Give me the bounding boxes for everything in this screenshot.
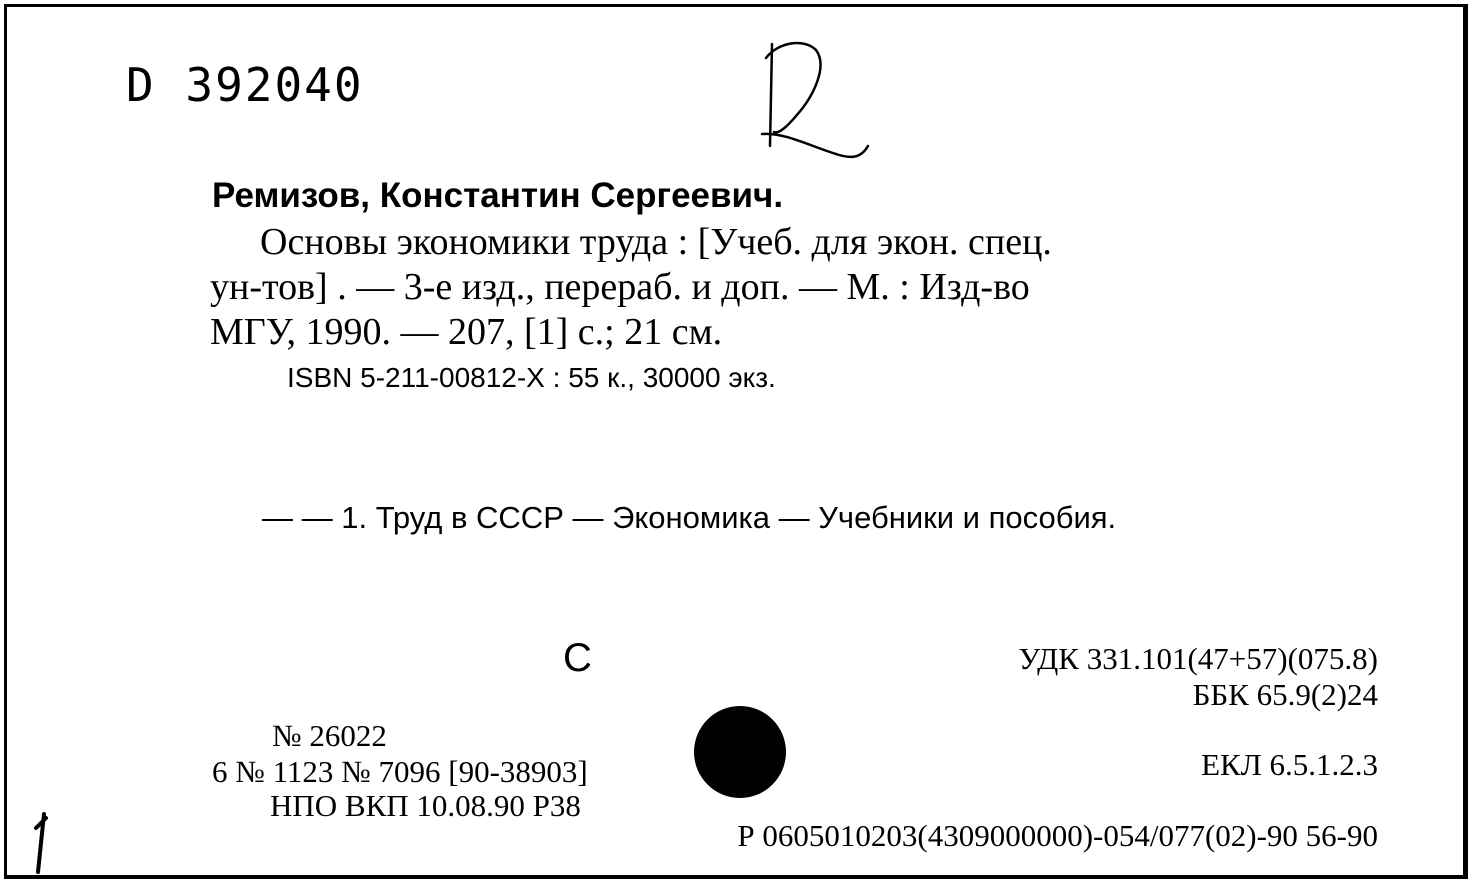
npo-line: НПО ВКП 10.08.90 Р38 [270,788,581,823]
description-line: ун-тов] . — 3-е изд., перераб. и доп. — М. : Изд-во [210,266,1030,308]
inventory-number: D 392040 [126,58,364,112]
description-line: МГУ, 1990. — 207, [1] с.; 21 см. [210,311,723,353]
subject-headings: — — 1. Труд в СССР — Экономика — Учебники и пособия. [262,500,1117,535]
publication-code: Р 0605010203(4309000000)-054/077(02)-90 56-90 [737,818,1378,853]
ekl-classification: ЕКЛ 6.5.1.2.3 [1201,747,1378,782]
isbn-line: ISBN 5-211-00812-X : 55 к., 30000 экз. [287,362,776,393]
bbk-classification: ББК 65.9(2)24 [1192,677,1378,712]
card-number: № 26022 [272,718,387,753]
handwritten-mark-icon [30,810,54,880]
udk-classification: УДК 331.101(47+57)(075.8) [1018,641,1378,676]
order-line: 6 № 1123 № 7096 [90-38903] [212,754,588,789]
c-mark: С [563,636,592,680]
author-heading: Ремизов, Константин Сергеевич. [212,176,784,215]
description-line: Основы экономики труда : [Учеб. для экон. спец. [260,221,1052,263]
bibliographic-description [210,220,1376,355]
punch-hole-icon [694,706,786,798]
handwritten-signature-icon [756,36,886,166]
